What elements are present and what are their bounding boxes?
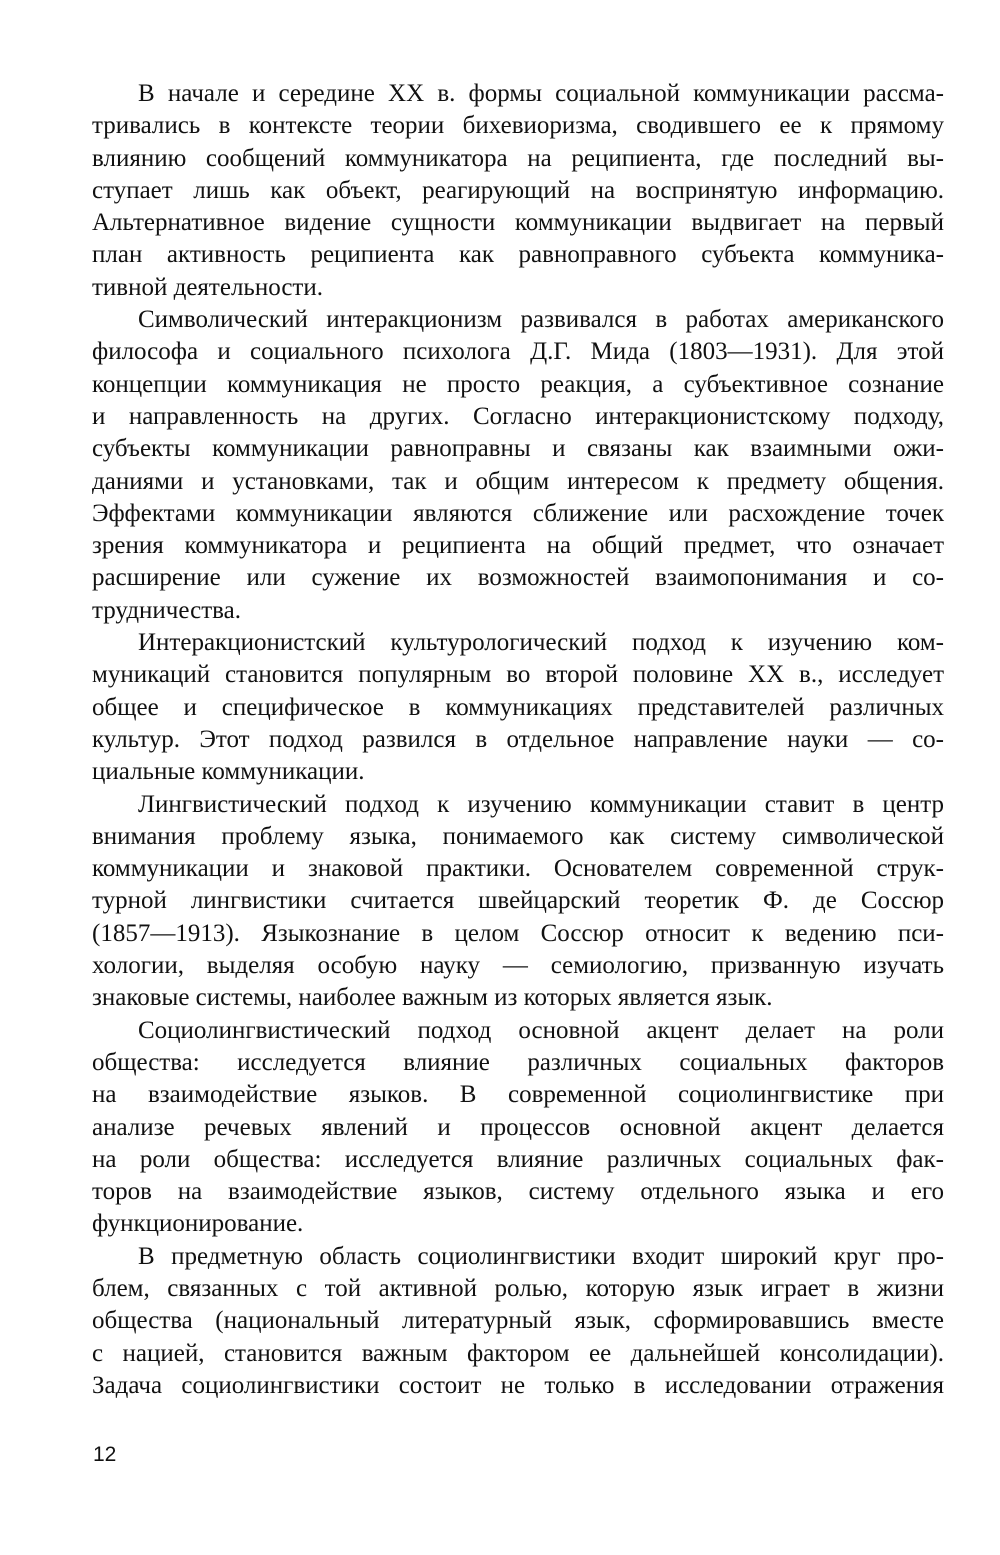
text-line: торов на взаимодействие языков, систему отдельного языка и его: [92, 1178, 944, 1206]
page-number: 12: [93, 1443, 117, 1466]
text-line: даниями и установками, так и общим интересом к предмету общения.: [92, 467, 944, 495]
text-line: анализе речевых явлений и процессов основной акцент делается: [92, 1113, 944, 1141]
text-line: турной лингвистики считается швейцарский теоретик Ф. де Соссюр: [92, 887, 944, 915]
text-line: общее и специфическое в коммуникациях представителей различных: [92, 693, 944, 721]
text-line: на взаимодействие языков. В современной социолингвистике при: [92, 1081, 944, 1109]
text-line: расширение или сужение их возможностей взаимопонимания и со-: [92, 564, 944, 592]
text-line: культур. Этот подход развился в отдельное направление науки — со-: [92, 725, 944, 753]
text-line: и направленность на других. Согласно интеракционистскому подходу,: [92, 402, 944, 430]
text-line: циальные коммуникации.: [92, 758, 365, 786]
paragraph-first-line: В начале и середине XX в. формы социальной коммуникации рассма-: [138, 80, 944, 107]
text-line: внимания проблему языка, понимаемого как систему символической: [92, 822, 944, 850]
paragraph-first-line: Социолингвистический подход основной акцент делает на роли: [138, 1016, 944, 1044]
text-line: план активность реципиента как равноправного субъекта коммуника-: [92, 241, 944, 269]
text-line: Задача социолингвистики состоит не только в исследовании отражения: [92, 1371, 944, 1399]
paragraph-first-line: Символический интеракционизм развивался в работах американского: [138, 306, 944, 334]
text-line: философа и социального психолога Д.Г. Мида (1803—1931). Для этой: [92, 338, 944, 366]
paragraph-first-line: В предметную область социолингвистики входит широкий круг про-: [138, 1242, 944, 1270]
text-line: субъекты коммуникации равноправны и связаны как взаимными ожи-: [92, 435, 944, 463]
text-line: (1857—1913). Языкознание в целом Соссюр относит к ведению пси-: [92, 919, 944, 947]
text-line: хологии, выделяя особую науку — семиологию, призванную изучать: [92, 952, 944, 980]
text-line: тивной деятельности.: [92, 273, 323, 301]
text-line: тривались в контексте теории бихевиоризма, сводившего ее к прямому: [92, 112, 944, 140]
text-line: коммуникации и знаковой практики. Основателем современной струк-: [92, 855, 944, 883]
text-line: трудничества.: [92, 596, 241, 624]
paragraph-first-line: Лингвистический подход к изучению коммуникации ставит в центр: [138, 790, 944, 818]
text-line: зрения коммуникатора и реципиента на общий предмет, что означает: [92, 532, 944, 560]
text-line: на роли общества: исследуется влияние различных социальных фак-: [92, 1145, 944, 1173]
text-line: муникаций становится популярным во второй половине XX в., исследует: [92, 661, 944, 689]
text-line: Альтернативное видение сущности коммуникации выдвигает на первый: [92, 209, 944, 237]
text-line: знаковые системы, наиболее важным из которых является язык.: [92, 984, 773, 1012]
text-line: ступает лишь как объект, реагирующий на воспринятую информацию.: [92, 176, 944, 204]
text-line: Эффектами коммуникации являются сближение или расхождение точек: [92, 499, 944, 527]
text-line: концепции коммуникация не просто реакция, а субъективное сознание: [92, 370, 944, 398]
text-line: функционирование.: [92, 1210, 304, 1238]
paragraph-first-line: Интеракционистский культурологический подход к изучению ком-: [138, 629, 944, 657]
text-line: блем, связанных с той активной ролью, которую язык играет в жизни: [92, 1274, 944, 1302]
text-line: общества: исследуется влияние различных социальных факторов: [92, 1048, 944, 1076]
text-line: влиянию сообщений коммуникатора на реципиента, где последний вы-: [92, 144, 944, 172]
text-line: общества (национальный литературный язык, сформировавшись вместе: [92, 1307, 944, 1335]
body-text: [92, 78, 944, 1402]
text-line: с нацией, становится важным фактором ее дальнейшей консолидации).: [92, 1339, 944, 1367]
